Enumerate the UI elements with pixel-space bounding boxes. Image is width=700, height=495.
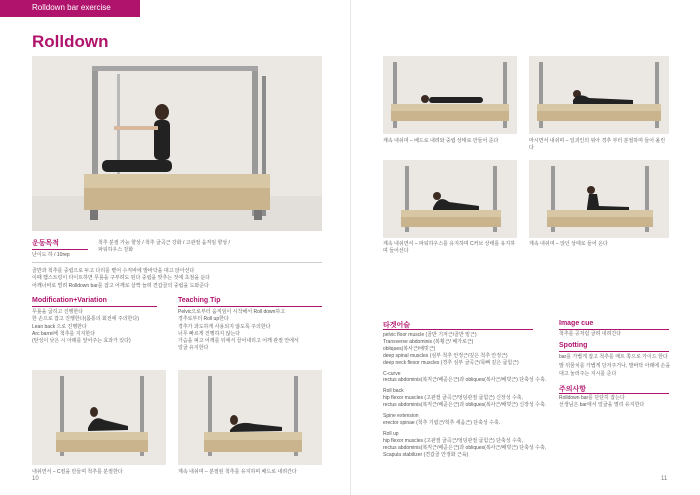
page-number-right: 11 [661, 476, 668, 482]
description-line: 골반과 척추를 중립으로 두고 다리를 뻗어 수직바에 발바닥을 대고 앉아선다 [32, 268, 195, 274]
target-line: hip flexor muscles (고관절 굴곡근/엉덩관절 굽힘근) 단축성 수축, [383, 437, 524, 444]
step-caption-4: 마시면서 내쉬며 – 일괴인의 위아 경추 부터 분절하며 들어 올린다 [529, 138, 666, 151]
target-list [383, 332, 546, 459]
target-line: obliques(복사근/배빗근) [383, 345, 436, 352]
teaching-item: 얼굴 유지한다 [178, 345, 209, 352]
purpose-heading: 운동목적 [32, 240, 60, 247]
step-caption-2: 계속 내쉬며 – 분절된 척추를 유지하며 배드로 내려간다 [178, 469, 297, 475]
modification-heading: Modification+Variation [32, 297, 107, 304]
target-line: deep neck flexor muscles (경추 심부 굴곡근/목뼈 깊은 굽힘근) [383, 359, 519, 366]
modification-item: Lean back 으로 진행한다 [32, 323, 87, 330]
caution-heading: 주의사항 [559, 386, 587, 393]
purpose-line-1: 척추 분절 가능 향상 / 척추 굴곡근 강화 / 고관절 움직임 향상 / [98, 240, 230, 246]
target-line: Roll back [383, 388, 404, 395]
purpose-rule [32, 249, 88, 250]
purpose-text [98, 240, 230, 255]
image-cue-heading: Image cue [559, 320, 594, 327]
step-photo-5 [383, 160, 517, 238]
description [32, 268, 210, 290]
target-line: deep spinal muscles (심부 척추 안정근/깊은 척추 안정근) [383, 352, 508, 359]
target-line: pelvic floor muscle (골반 기저근/골반 밑근) [383, 332, 477, 338]
target-rule [383, 329, 533, 330]
page-number-left: 10 [32, 476, 39, 482]
spotting-rule [559, 351, 669, 352]
spotting-item: bar를 가볍게 잡고 척추를 매트 쪽으로 가이드 한다 [559, 354, 668, 360]
step-caption-6: 계속 내쉬며 – 앉던 상태로 들어 온다 [529, 241, 608, 247]
page-title: Rolldown [32, 32, 109, 51]
right-page [350, 0, 700, 495]
target-line: rectus abdominis(복직근/배곧은근)과 obliques(복사근/배빗근) 신장성 수축. [383, 402, 547, 409]
caution-list [559, 395, 644, 410]
main-photo [32, 56, 322, 231]
teaching-heading: Teaching Tip [178, 297, 221, 304]
teaching-item: Pelvic으로부터 움직임이 시작해서 Roll down하고 [178, 309, 286, 315]
modification-rule [32, 306, 157, 307]
header-bar [0, 0, 140, 17]
teaching-item: 가슴을 펴고 어깨를 뒤에서 끌어내리고 어깨 관절 안에서 [178, 338, 299, 345]
target-line: hip flexor muscles (고관절 굴곡근/엉덩관절 굽힘근) 신장성 수축, [383, 395, 524, 402]
step-caption-1: 내쉬면서 – C컬을 만들며 척추를 분절한다 [32, 469, 123, 475]
modification-item: 무릎을 굽히고 진행한다 [32, 309, 84, 315]
image-cue-text: 척추를 공처럼 굴려 내려간다 [559, 331, 622, 337]
step-photo-6 [529, 160, 669, 238]
spotting-heading: Spotting [559, 342, 588, 349]
modification-list [32, 309, 139, 345]
description-line: 이때 햄스트링이 타이트하면 무릎을 구부려도 된다 중립을 맞추는 것에 초점을 둔다 [32, 275, 211, 282]
caution-item: 선생님은 bar에서 얼굴을 멀리 유지한다 [559, 402, 645, 409]
step-photo-1 [32, 370, 166, 465]
target-line: Roll up [383, 430, 399, 437]
purpose-reps: 난이도 하 / 10rep [32, 252, 70, 258]
header-label: Rolldown bar exercise [32, 3, 111, 12]
target-line: Scapula stabilizer (견갑골 안정화 근육) [383, 451, 469, 458]
modification-item: 한 손으로 잡고 진행한다(몸통의 회전에 주의한다) [32, 316, 139, 323]
target-line: C-curve [383, 370, 401, 377]
step-photo-2 [178, 370, 322, 465]
description-line: 어깨너비로 벌려 Rolldown bar를 잡고 어깨로 살짝 늘려 견갑골의 중립을 도와준다 [32, 282, 209, 289]
purpose-divider [32, 262, 322, 263]
caution-rule [559, 393, 669, 394]
target-line: Transverse abdominis (복횡근/ 배가로근) [383, 338, 474, 345]
teaching-item: 경추로부터 Roll up한다 [178, 316, 229, 323]
caution-item: Rolldown bar를 단단히 잡는다 [559, 395, 625, 401]
teaching-item: 경추가 과도하게 사용되지 않도록 주의한다 [178, 323, 271, 330]
step-caption-5: 계속 내쉬면서 – 파워하우스를 유지하며 C커브 상태를 유지하며 들어선다 [383, 241, 516, 254]
target-heading: 타겟어슬 [383, 322, 411, 329]
image-cue-rule [559, 329, 669, 330]
teaching-item: 너무 빠르게 진행하지 않는다 [178, 330, 241, 337]
step-photo-3 [383, 56, 517, 134]
target-line: Spine extension [383, 413, 419, 420]
step-caption-3: 계속 내쉬며 – 배드로 내려와 중립 상태로 만들어 준다 [383, 138, 499, 144]
purpose-line-2: 파워하우스 강화 [98, 247, 134, 254]
target-line: rectus abdominis(복직근/배곧은근)과 obliques(복사근/배빗근) 단축성 수축, [383, 444, 547, 451]
modification-item: Arc barrel에 척추를 지지한다 [32, 330, 96, 337]
modification-item: (탄성이 낮은 시 아래를 앞어주는 효과가 있다) [32, 338, 131, 345]
teaching-list [178, 309, 299, 353]
target-line: erector spinae (척추 기립근/척추 세움근) 단축성 수축. [383, 419, 501, 426]
teaching-rule [178, 306, 322, 307]
spotting-item: 발 뒤꿈치를 가볍게 당겨주거나, 발바닥 아래에 손을 대고 눌러주는 지시를 준다 [559, 363, 671, 377]
target-line: rectus abdominis(복직근/배곧은근)과 obliques(복사근/배빗근) 단축성 수축. [383, 377, 547, 384]
spotting-list [559, 354, 671, 378]
step-photo-4 [529, 56, 669, 134]
